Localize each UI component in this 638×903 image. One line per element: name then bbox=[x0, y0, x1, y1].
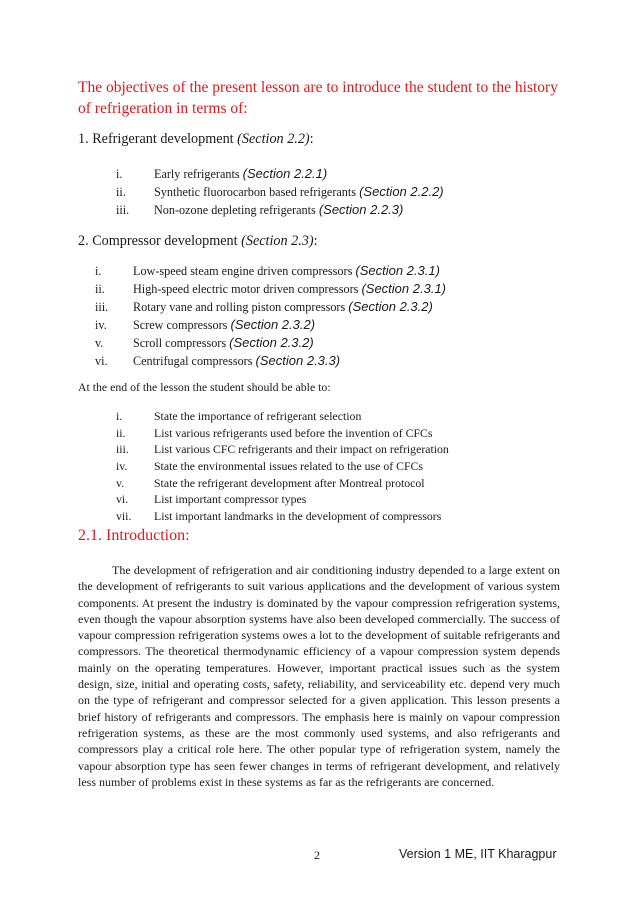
section-2-ref: (Section 2.3) bbox=[241, 233, 314, 249]
item-text-group bbox=[133, 316, 315, 334]
item-text-group bbox=[133, 280, 446, 298]
item-number: ii. bbox=[116, 425, 126, 440]
item-number: ii. bbox=[116, 185, 126, 199]
item-text: Centrifugal compressors bbox=[133, 354, 256, 368]
item-number: vii. bbox=[116, 509, 132, 524]
item-text: Early refrigerants bbox=[154, 167, 243, 181]
item-text: Non-ozone depleting refrigerants bbox=[154, 203, 319, 217]
item-section-ref: (Section 2.3.2) bbox=[229, 335, 314, 350]
item-text: State the importance of refrigerant selection bbox=[154, 409, 362, 423]
item-section-ref: (Section 2.3.3) bbox=[255, 353, 341, 368]
item-section-ref: (Section 2.2.1) bbox=[242, 166, 328, 181]
section-2-heading bbox=[78, 233, 318, 250]
item-text: High-speed electric motor driven compressors bbox=[133, 282, 362, 296]
item-text-group bbox=[154, 183, 444, 201]
item-number: vi. bbox=[95, 354, 108, 368]
item-section-ref: (Section 2.3.1) bbox=[361, 281, 446, 296]
item-text: List important compressor types bbox=[154, 492, 307, 507]
section-2-colon: : bbox=[313, 233, 318, 249]
item-text: Screw compressors bbox=[133, 318, 231, 332]
page-number: 2 bbox=[314, 848, 320, 862]
item-number: iii. bbox=[116, 442, 129, 457]
item-number: v. bbox=[95, 336, 104, 350]
item-section-ref: (Section 2.3.2) bbox=[230, 317, 316, 332]
item-text: State the refrigerant development after Montreal protocol bbox=[154, 475, 425, 490]
item-text: Low-speed steam engine driven compressors bbox=[133, 264, 356, 278]
item-section-ref: (Section 2.3.1) bbox=[355, 263, 440, 278]
section-1-heading bbox=[78, 131, 314, 148]
item-section-ref: (Section 2.2.3) bbox=[318, 202, 404, 217]
section-1-ref: (Section 2.2) bbox=[237, 131, 310, 147]
item-number: ii. bbox=[95, 282, 105, 296]
version-footer: Version 1 ME, IIT Kharagpur bbox=[399, 847, 557, 861]
end-of-lesson-intro: At the end of the lesson the student should be able to: bbox=[78, 380, 331, 394]
item-text-group bbox=[133, 298, 433, 316]
item-section-ref: (Section 2.3.2) bbox=[348, 299, 433, 314]
section-1-colon: : bbox=[309, 131, 314, 147]
introduction-heading: 2.1. Introduction: bbox=[78, 527, 190, 544]
item-number: vi. bbox=[116, 492, 129, 507]
section-2-label: 2. Compressor development bbox=[78, 233, 242, 249]
item-number: iv. bbox=[116, 459, 128, 474]
item-text: List various refrigerants used before the invention of CFCs bbox=[154, 425, 433, 440]
item-number: i. bbox=[95, 264, 102, 278]
item-section-ref: (Section 2.2.2) bbox=[359, 184, 444, 199]
item-text-group bbox=[133, 262, 440, 280]
item-text: List various CFC refrigerants and their impact on refrigeration bbox=[154, 442, 449, 457]
item-number: i. bbox=[116, 409, 123, 423]
item-text: State the environmental issues related to the use of CFCs bbox=[154, 459, 423, 474]
item-text: Scroll compressors bbox=[133, 336, 230, 350]
item-number: iv. bbox=[95, 318, 107, 332]
introduction-paragraph: The development of refrigeration and air conditioning industry depended to a large extent on the development of refrigerants to suit various applications and the development of various system components. At present the industry is dominated by the vapour compression refrigeration systems, even though the vapour absorption systems have also been developed commercially. The success of vapour compression refrigeration systems owes a lot to the development of suitable refrigerants and compressors. The theoretical thermodynamic efficiency of a vapour compression system depends mainly on the operating temperatures. However, important practical issues such as the system design, size, initial and operating costs, safety, reliability, and serviceability etc. depend very much on the type of refrigerant and compressor selected for a given application. This lesson presents a brief history of refrigerants and compressors. The emphasis here is mainly on vapour compression refrigeration systems, as these are the most commonly used systems, and also refrigerants and compressors play a critical role here. The other popular type of refrigeration system, namely the vapour absorption type has seen fewer changes in terms of refrigerant development, and relatively less number of problems exist in these systems as far as the refrigerants are concerned. bbox=[78, 563, 560, 789]
item-text: Synthetic fluorocarbon based refrigerants bbox=[154, 185, 360, 199]
item-text-group bbox=[154, 165, 327, 183]
objectives-statement: The objectives of the present lesson are to introduce the student to the history of refrigeration in terms of: bbox=[78, 79, 558, 117]
item-number: iii. bbox=[95, 300, 109, 314]
item-number: iii. bbox=[116, 203, 130, 217]
item-text-group bbox=[154, 201, 403, 219]
item-text-group bbox=[133, 352, 340, 370]
item-number: i. bbox=[116, 167, 123, 181]
item-text: List important landmarks in the development of compressors bbox=[154, 509, 442, 524]
section-1-label: 1. Refrigerant development bbox=[78, 131, 238, 147]
item-text-group bbox=[133, 334, 314, 352]
item-number: v. bbox=[116, 475, 125, 490]
item-text: Rotary vane and rolling piston compressors bbox=[133, 300, 349, 314]
